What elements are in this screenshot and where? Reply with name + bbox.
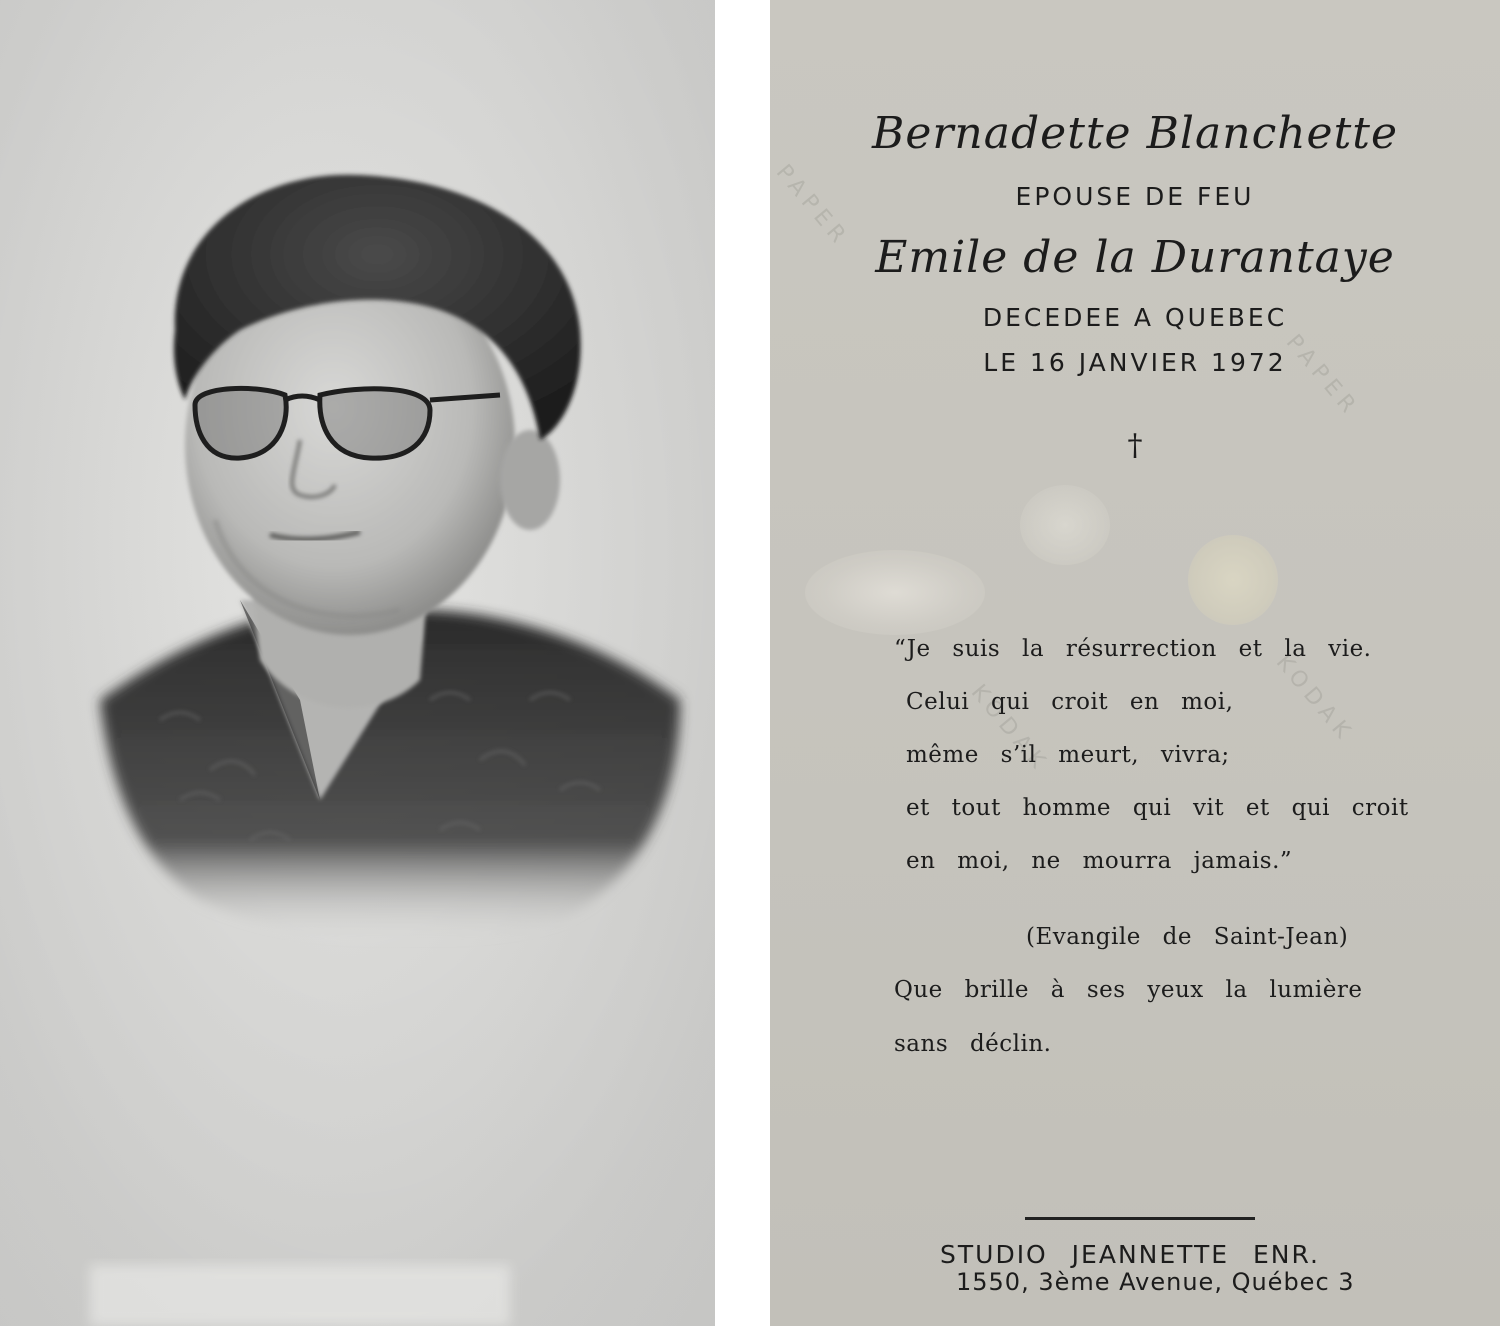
deceased-name: Bernadette Blanchette xyxy=(872,108,1398,159)
footer-divider xyxy=(1025,1217,1255,1220)
verse-line: en moi, ne mourra jamais.” xyxy=(906,848,1293,874)
prayer-line: sans déclin. xyxy=(894,1031,1052,1057)
studio-name: STUDIO JEANNETTE ENR. xyxy=(940,1240,1320,1269)
paper-stain xyxy=(1020,485,1110,565)
paper-watermark: PAPER xyxy=(770,160,854,253)
verse-line: même s’il meurt, vivra; xyxy=(906,742,1230,768)
death-place: DECEDEE A QUEBEC xyxy=(982,303,1288,332)
prayer-line: Que brille à ses yeux la lumière xyxy=(894,977,1363,1003)
memorial-card xyxy=(770,0,1500,1326)
spouse-name: Emile de la Durantaye xyxy=(875,232,1395,283)
paper-watermark: PAPER xyxy=(1280,330,1364,423)
cross-icon: † xyxy=(1127,428,1143,463)
studio-address: 1550, 3ème Avenue, Québec 3 xyxy=(956,1268,1355,1296)
paper-watermark: KODAK xyxy=(1270,650,1359,748)
verse-source: (Evangile de Saint-Jean) xyxy=(1026,924,1349,950)
death-date: LE 16 JANVIER 1972 xyxy=(983,348,1287,377)
paper-stain xyxy=(805,550,985,635)
verse-line: et tout homme qui vit et qui croit xyxy=(906,795,1409,821)
relation-line: EPOUSE DE FEU xyxy=(1015,182,1255,211)
verse-line: “Je suis la résurrection et la vie. xyxy=(894,636,1372,662)
portrait-photo xyxy=(0,0,715,1326)
paper-watermark: KODAK xyxy=(965,680,1054,778)
portrait-illustration xyxy=(0,0,715,1326)
verse-line: Celui qui croit en moi, xyxy=(906,689,1234,715)
paper-stain xyxy=(1188,535,1278,625)
